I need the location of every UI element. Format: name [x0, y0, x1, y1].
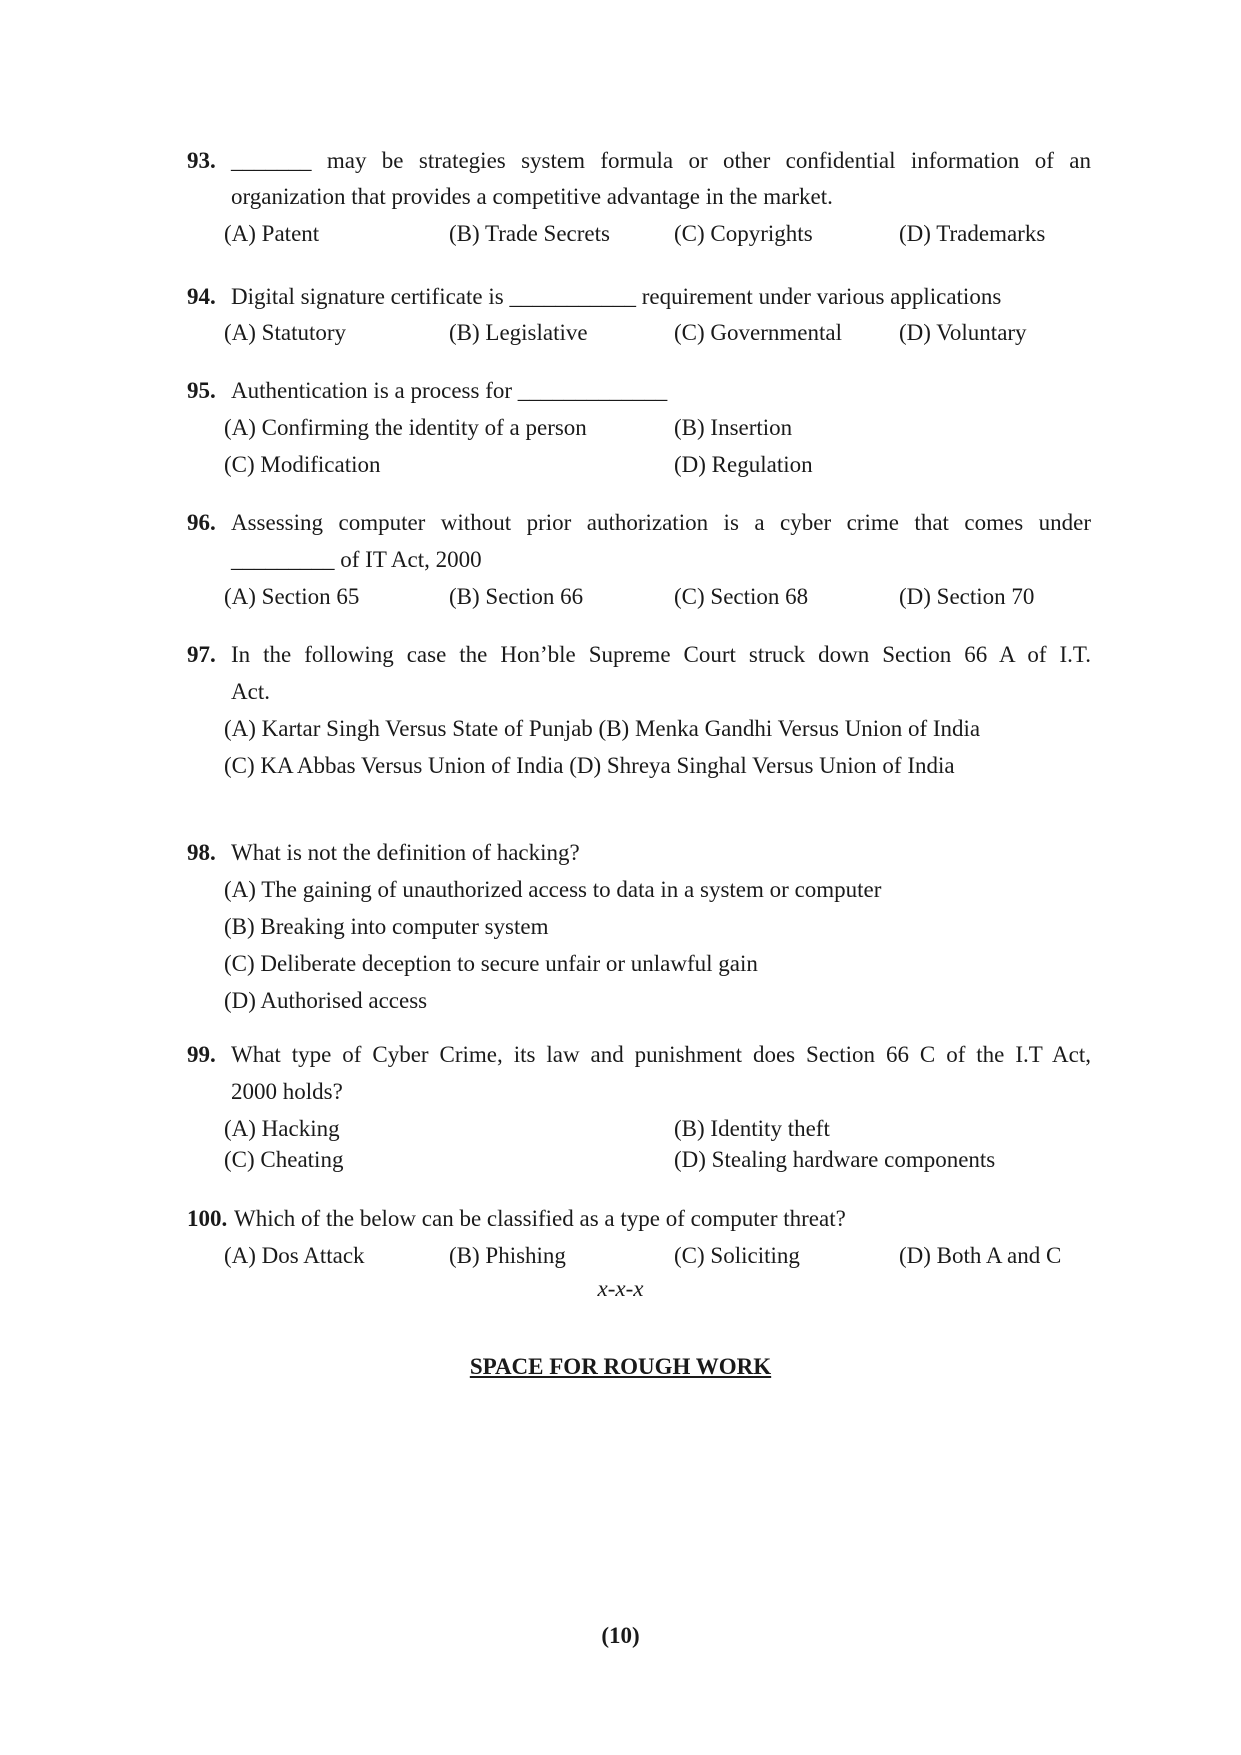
option-a: (A) Statutory [224, 320, 347, 345]
option-d: (D) Both A and C [899, 1243, 1062, 1268]
question-stem-line: What type of Cyber Crime, its law and punishment does Section 66 C of the I.T Act, [231, 1042, 1091, 1067]
page-number: (10) [601, 1623, 640, 1648]
option-b: (B) Insertion [674, 415, 793, 440]
option-c: (C) Soliciting [674, 1243, 800, 1268]
question-number: 96. [187, 510, 216, 535]
option-c: (C) Modification [224, 452, 381, 477]
question-stem-line: Which of the below can be classified as a type of computer threat? [234, 1206, 846, 1231]
option-b: (B) Section 66 [449, 584, 584, 609]
option-d: (D) Trademarks [899, 221, 1046, 246]
option-b: (B) Trade Secrets [449, 221, 610, 246]
question-stem-line: _______ may be strategies system formula or other confidential information of an [231, 148, 1091, 173]
option-c: (C) Governmental [674, 320, 842, 345]
question-stem-line: organization that provides a competitive advantage in the market. [231, 184, 833, 209]
question-stem-line: Digital signature certificate is ___________ requirement under various applications [231, 284, 1002, 309]
question-number: 93. [187, 148, 216, 173]
question-number: 94. [187, 284, 216, 309]
option-b: (B) Phishing [449, 1243, 566, 1268]
option-d: (D) Section 70 [899, 584, 1035, 609]
option-a: (A) Section 65 [224, 584, 360, 609]
question-number: 98. [187, 840, 216, 865]
question-stem-line: Authentication is a process for _____________ [231, 378, 668, 403]
question-stem-line: _________ of IT Act, 2000 [231, 547, 482, 572]
question-number: 99. [187, 1042, 216, 1067]
question-number: 100. [187, 1206, 228, 1231]
option-a: (A) Dos Attack [224, 1243, 365, 1268]
question-number: 95. [187, 378, 216, 403]
option-b: (B) Identity theft [674, 1116, 830, 1141]
option-a: (A) Hacking [224, 1116, 340, 1141]
question-stem-line: 2000 holds? [231, 1079, 343, 1104]
option-c: (C) Cheating [224, 1147, 344, 1172]
option-b: (B) Legislative [449, 320, 588, 345]
question-number: 97. [187, 642, 216, 667]
option-d: (D) Regulation [674, 452, 813, 477]
option-line: (C) KA Abbas Versus Union of India (D) Shreya Singhal Versus Union of India [224, 753, 955, 778]
option-c: (C) Copyrights [674, 221, 813, 246]
option-a: (A) Patent [224, 221, 320, 246]
question-stem-line: In the following case the Hon’ble Supreme Court struck down Section 66 A of I.T. [231, 642, 1091, 667]
option-b: (B) Breaking into computer system [224, 914, 549, 939]
rough-work-heading: SPACE FOR ROUGH WORK [469, 1354, 772, 1379]
option-c: (C) Deliberate deception to secure unfair or unlawful gain [224, 951, 758, 976]
question-stem-line: Assessing computer without prior authorization is a cyber crime that comes under [231, 510, 1091, 535]
option-a: (A) Confirming the identity of a person [224, 415, 587, 440]
option-d: (D) Authorised access [224, 988, 428, 1013]
option-d: (D) Voluntary [899, 320, 1027, 345]
question-stem-line: Act. [231, 679, 270, 704]
option-a: (A) The gaining of unauthorized access to data in a system or computer [224, 877, 882, 902]
option-c: (C) Section 68 [674, 584, 809, 609]
option-line: (A) Kartar Singh Versus State of Punjab (B) Menka Gandhi Versus Union of India [224, 716, 981, 741]
question-stem-line: What is not the definition of hacking? [231, 840, 580, 865]
end-mark: x-x-x [597, 1276, 644, 1301]
option-d: (D) Stealing hardware components [674, 1147, 996, 1172]
